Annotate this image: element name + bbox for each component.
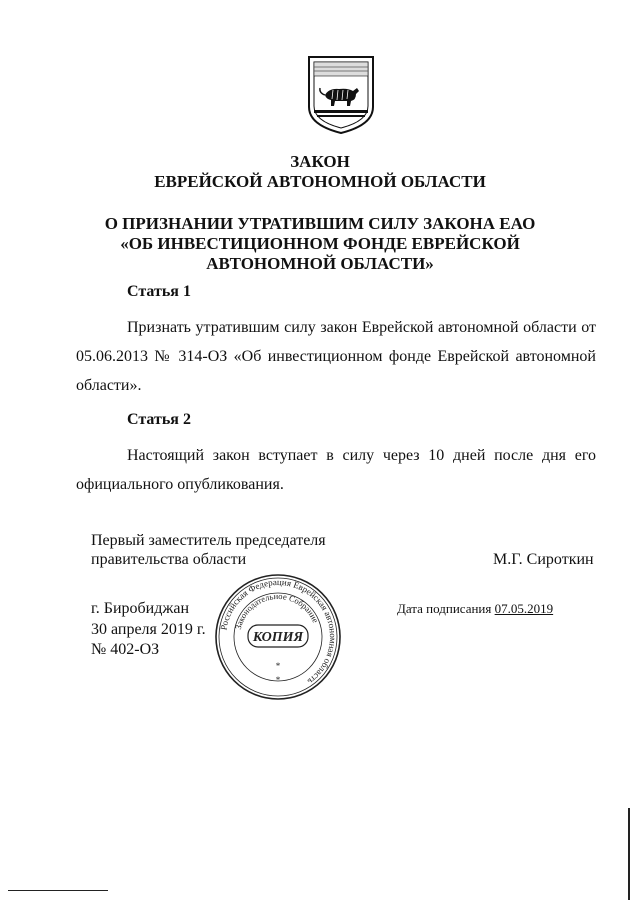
svg-text:*: * (275, 675, 281, 685)
seal-outer-text: Российская Федерация Еврейская автономная область (218, 576, 339, 687)
law-number: № 402-ОЗ (91, 641, 160, 658)
law-subject-line-3: АВТОНОМНОЙ ОБЛАСТИ» (206, 254, 434, 273)
law-date: 30 апреля 2019 г. (91, 621, 206, 638)
signatory-position-line-2: правительства области (91, 551, 247, 568)
signatory-position-line-1: Первый заместитель председателя (91, 532, 326, 549)
article-1-text: Признать утратившим силу закон Еврейской автономной области от 05.06.2013 № 314-ОЗ «Об инвестиционном фонде Еврейской автономной области». (76, 319, 596, 394)
official-seal (214, 573, 342, 701)
signing-date-label: Дата подписания (397, 601, 492, 616)
page-edge-mark (628, 808, 630, 900)
law-subject-line-2: «ОБ ИНВЕСТИЦИОННОМ ФОНДЕ ЕВРЕЙСКОЙ (120, 234, 520, 253)
signing-date-row (397, 599, 553, 619)
place-of-signing: г. Биробиджан (91, 600, 190, 617)
law-title: ЗАКОН (290, 152, 350, 171)
svg-text:*: * (275, 661, 281, 671)
signatory-name: М.Г. Сироткин (493, 551, 594, 568)
article-2-text: Настоящий закон вступает в силу через 10 дней после дня его официального опубликования. (76, 447, 596, 493)
law-subject-line-1: О ПРИЗНАНИИ УТРАТИВШИМ СИЛУ ЗАКОНА ЕАО (104, 214, 536, 233)
signing-date-value: 07.05.2019 (494, 601, 554, 616)
article-2-heading: Статья 2 (127, 411, 191, 428)
page-bottom-rule (8, 890, 108, 891)
article-1-heading: Статья 1 (127, 283, 191, 300)
seal-inner-text: Законодательное Собрание (232, 590, 321, 631)
law-region: ЕВРЕЙСКОЙ АВТОНОМНОЙ ОБЛАСТИ (154, 172, 486, 191)
coat-of-arms-emblem (305, 55, 377, 135)
copy-stamp-text: КОПИЯ (252, 630, 304, 645)
